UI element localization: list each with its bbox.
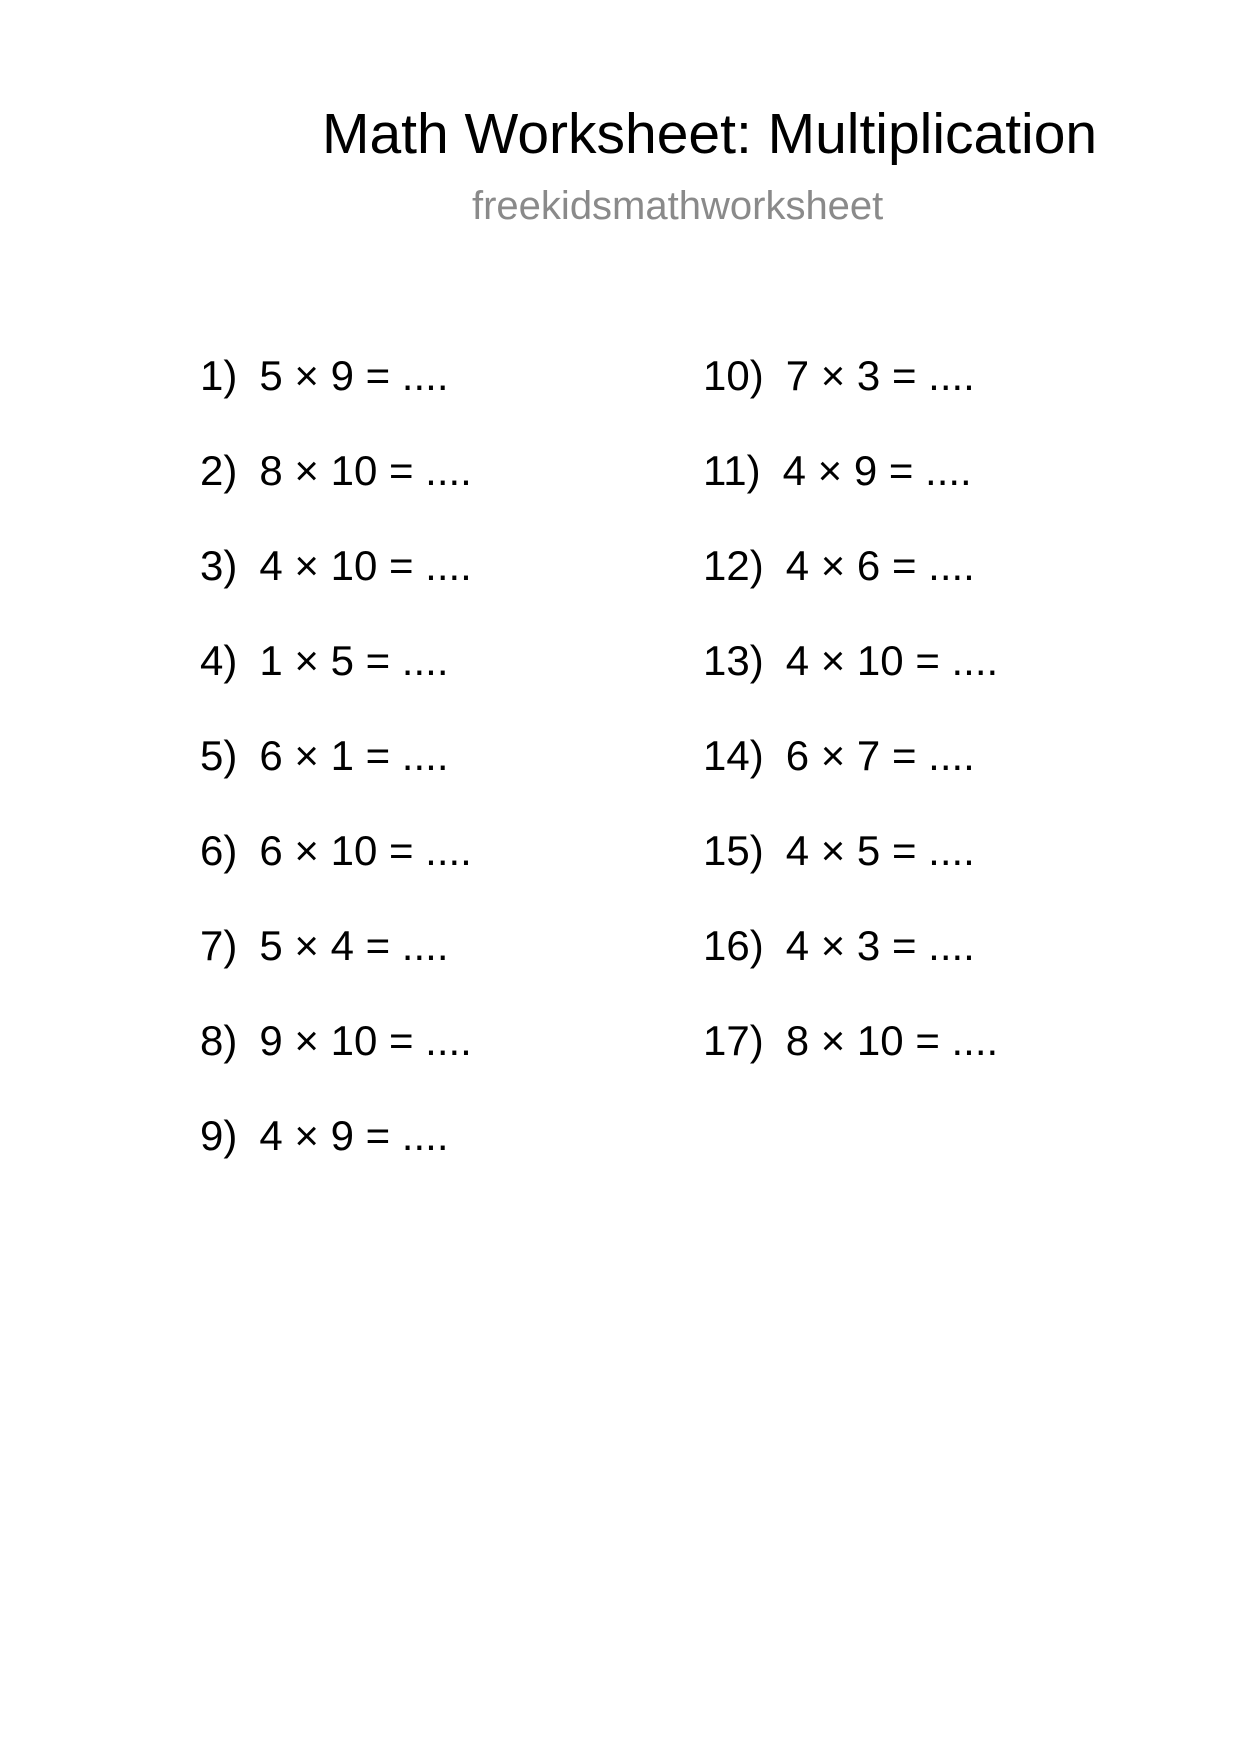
problem-number: 8) <box>200 1017 238 1064</box>
problem-4 <box>200 636 472 731</box>
problem-number: 6) <box>200 827 238 874</box>
problem-number: 14) <box>703 732 764 779</box>
problem-expression: 5 × 4 = .... <box>259 922 449 969</box>
problem-expression: 4 × 10 = .... <box>259 542 472 589</box>
problem-expression: 6 × 7 = .... <box>785 732 975 779</box>
problem-17 <box>703 1016 998 1111</box>
problem-expression: 5 × 9 = .... <box>259 352 449 399</box>
problem-number: 11) <box>703 447 761 494</box>
problem-expression: 4 × 6 = .... <box>785 542 975 589</box>
problem-number: 2) <box>200 447 238 494</box>
problem-number: 17) <box>703 1017 764 1064</box>
problem-number: 15) <box>703 827 764 874</box>
problem-expression: 9 × 10 = .... <box>259 1017 472 1064</box>
problem-expression: 6 × 1 = .... <box>259 732 449 779</box>
problem-14 <box>703 731 998 826</box>
problem-number: 1) <box>200 352 238 399</box>
problem-5 <box>200 731 472 826</box>
problem-3 <box>200 541 472 636</box>
problem-12 <box>703 541 998 636</box>
problem-15 <box>703 826 998 921</box>
problem-number: 12) <box>703 542 764 589</box>
problem-expression: 1 × 5 = .... <box>259 637 449 684</box>
problem-expression: 6 × 10 = .... <box>259 827 472 874</box>
problem-expression: 8 × 10 = .... <box>785 1017 999 1064</box>
problem-number: 13) <box>703 637 764 684</box>
problem-number: 7) <box>200 922 238 969</box>
problem-expression: 4 × 9 = .... <box>259 1112 449 1159</box>
problem-column-left <box>200 351 472 1206</box>
page-title: Math Worksheet: Multiplication <box>322 102 1098 166</box>
problem-9 <box>200 1111 472 1206</box>
problem-number: 4) <box>200 637 238 684</box>
problem-column-right <box>703 351 998 1111</box>
problem-expression: 8 × 10 = .... <box>259 447 472 494</box>
problem-13 <box>703 636 998 731</box>
problem-number: 10) <box>703 352 764 399</box>
problem-number: 3) <box>200 542 238 589</box>
problem-expression: 4 × 3 = .... <box>785 922 975 969</box>
problem-expression: 4 × 5 = .... <box>785 827 975 874</box>
problem-8 <box>200 1016 472 1111</box>
problem-number: 9) <box>200 1112 238 1159</box>
problem-1 <box>200 351 472 446</box>
problem-11 <box>703 446 998 541</box>
problem-number: 16) <box>703 922 764 969</box>
page-subtitle: freekidsmathworksheet <box>472 184 884 228</box>
problem-number: 5) <box>200 732 238 779</box>
problem-16 <box>703 921 998 1016</box>
problem-2 <box>200 446 472 541</box>
problem-expression: 4 × 9 = .... <box>782 447 972 494</box>
problem-expression: 4 × 10 = .... <box>785 637 999 684</box>
problem-expression: 7 × 3 = .... <box>785 352 975 399</box>
problem-10 <box>703 351 998 446</box>
problem-7 <box>200 921 472 1016</box>
problem-6 <box>200 826 472 921</box>
